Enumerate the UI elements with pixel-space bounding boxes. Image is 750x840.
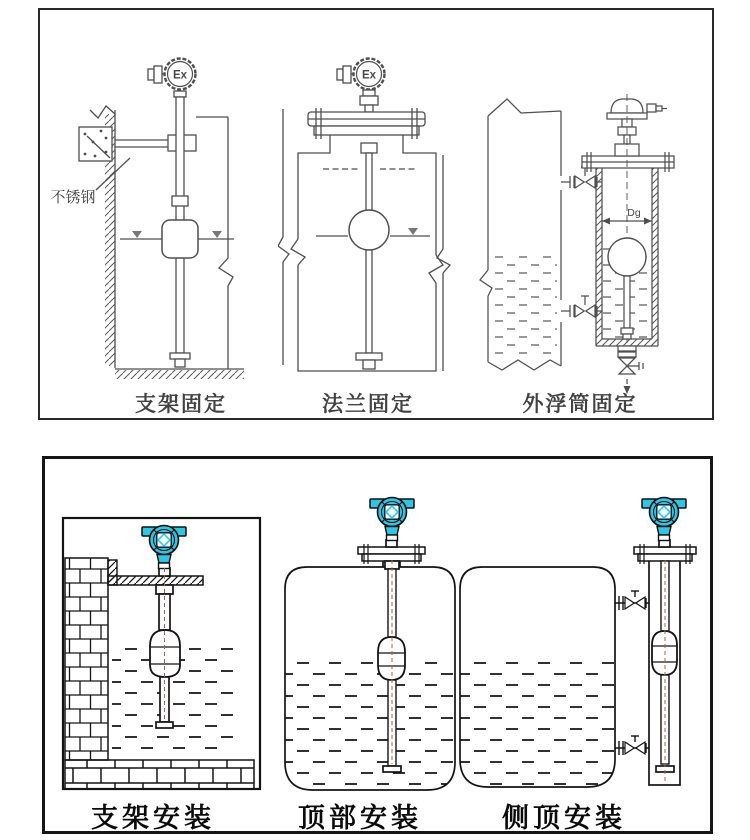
float-ball: [349, 210, 389, 250]
liquid: [285, 660, 455, 790]
smart-transmitter-head-icon: [370, 498, 414, 541]
stem-end-stop: [156, 722, 173, 728]
fixing-methods-panel: [38, 8, 714, 420]
top-installation-figure: [279, 494, 469, 796]
ex-proof-head-icon: [337, 59, 385, 90]
head-neck: [174, 91, 186, 97]
flange-fixing-figure: [278, 53, 458, 398]
stem-end-stop: [356, 353, 382, 369]
bracket-fixing-figure: [46, 30, 301, 390]
smart-transmitter-head-icon: [142, 526, 186, 569]
cable-gland-icon: [647, 104, 656, 112]
float-ball: [608, 238, 646, 276]
caption-bracket-installation: 支架安装: [91, 803, 215, 833]
process-tank: [480, 99, 561, 370]
brick-wall: [65, 558, 108, 760]
support-shelf: [108, 576, 203, 585]
transmitter-head: [607, 99, 667, 156]
tank-right-wall: [196, 117, 233, 369]
caption-flange-fixing: 法兰固定: [322, 393, 414, 416]
caption-side-top-installation: 侧顶安装: [502, 803, 626, 833]
caption-top-installation: 顶部安装: [298, 803, 422, 833]
drain-valve: [618, 346, 643, 394]
installation-methods-panel: [42, 456, 713, 834]
caption-external-chamber-fixing: 外浮筒固定: [522, 393, 638, 416]
ex-proof-head-icon: [148, 59, 196, 90]
stem-coupling: [361, 143, 377, 153]
stainless-steel-label: 不锈钢: [50, 189, 96, 206]
lower-connection-valve: [615, 736, 649, 755]
ground-line: [115, 369, 244, 379]
mounting-flange: [308, 108, 425, 139]
external-chamber-fixing-figure: [469, 94, 709, 416]
head-neck-stack: [360, 90, 378, 112]
stem-end-stop: [170, 353, 190, 367]
mounting-plate: [79, 127, 112, 161]
dg-label: Dg: [627, 207, 641, 219]
stem-end-stop: [383, 766, 401, 772]
ex-marking: Ex: [361, 69, 377, 82]
liquid: [460, 653, 615, 787]
caption-bracket-fixing: 支架固定: [135, 393, 227, 416]
brick-floor: [65, 760, 254, 789]
stem-coupling: [172, 196, 188, 206]
side-top-installation-figure: [456, 494, 708, 800]
float-ball: [162, 220, 198, 258]
smart-transmitter-head-icon: [642, 498, 686, 541]
tank-liquid: [493, 256, 557, 360]
sensor-stem: [366, 153, 372, 211]
bracket-installation-figure: [59, 513, 289, 798]
sensor-stem-lower: [366, 250, 372, 353]
upper-connection-valve: [615, 591, 649, 610]
sensor-stem-lower: [624, 276, 630, 328]
ex-marking: Ex: [172, 69, 188, 82]
